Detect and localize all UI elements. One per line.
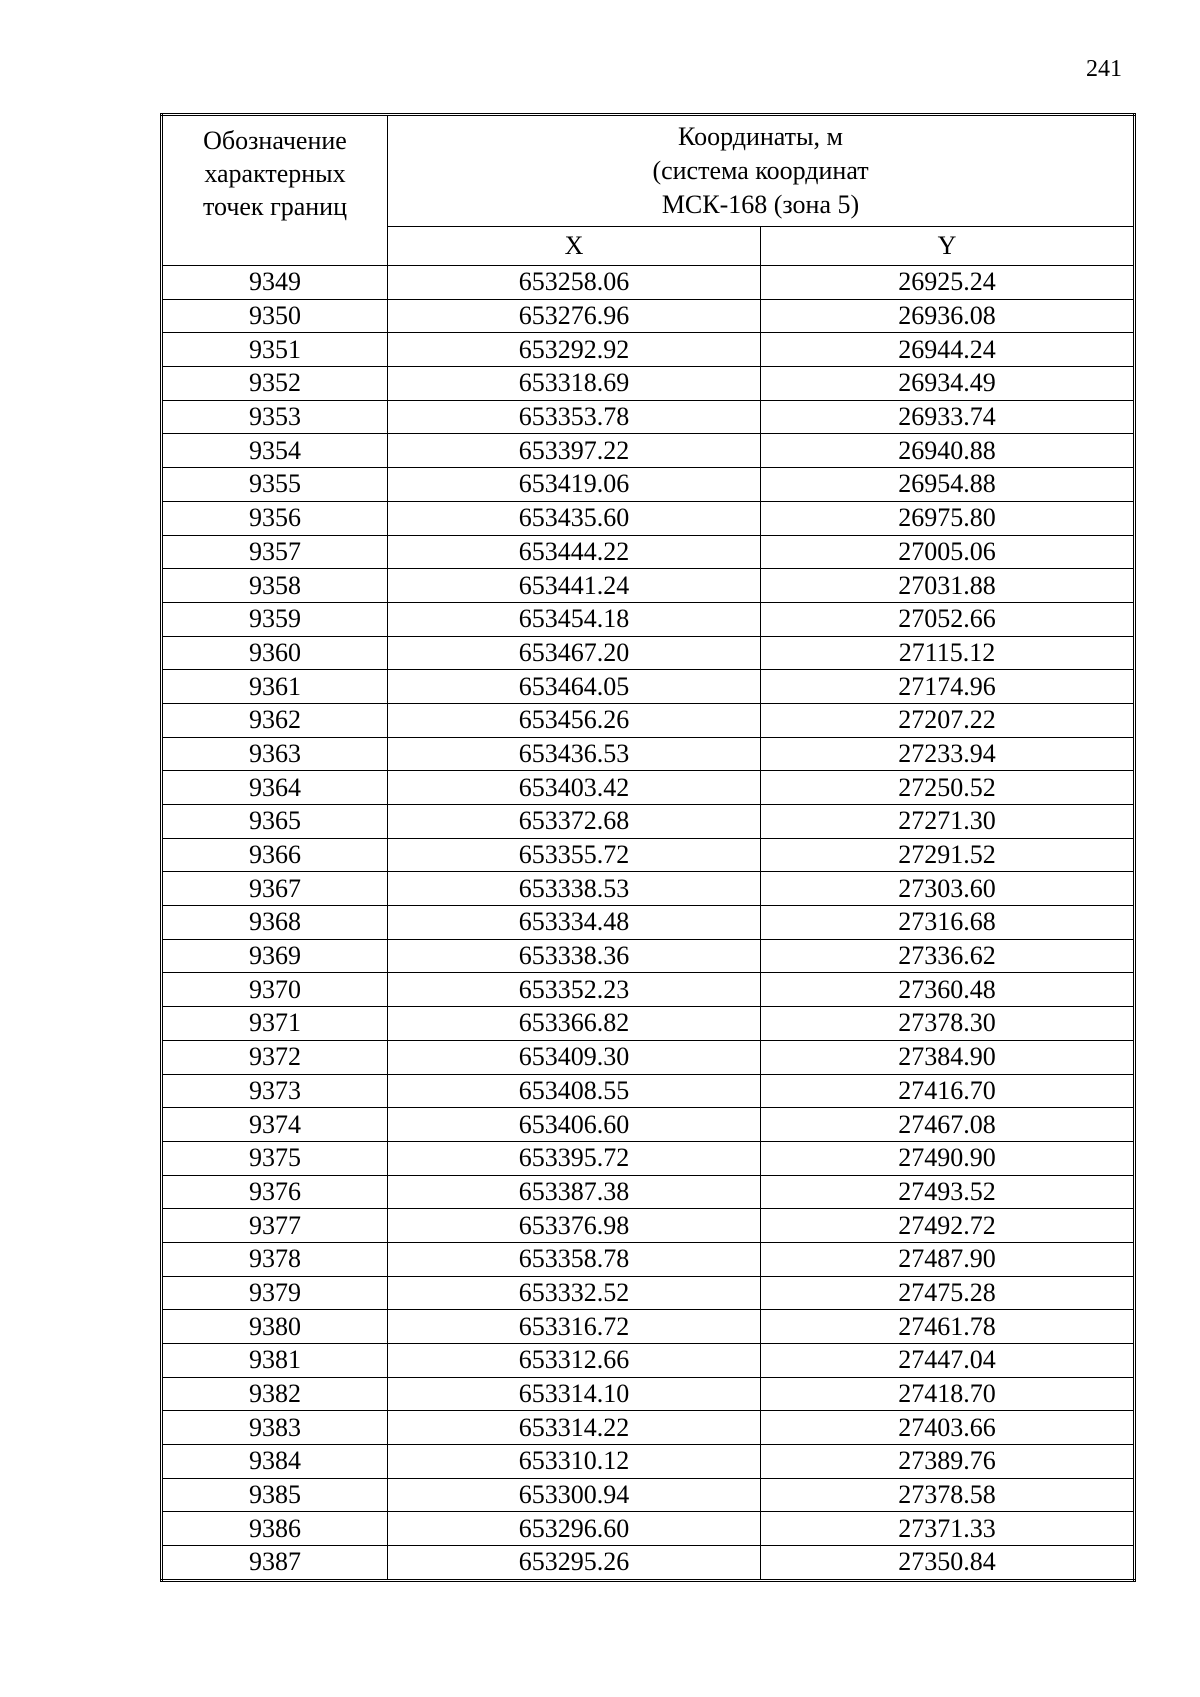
point-cell: 9387 xyxy=(162,1546,388,1581)
x-coordinate-cell: 653406.60 xyxy=(388,1108,761,1142)
table-body xyxy=(162,266,1135,1581)
point-header-line: Обозначение xyxy=(203,126,347,155)
x-coordinate-cell: 653310.12 xyxy=(388,1445,761,1479)
y-coordinate-cell: 27467.08 xyxy=(761,1108,1135,1142)
y-coordinate-cell: 27447.04 xyxy=(761,1344,1135,1378)
table-row xyxy=(162,805,1135,839)
point-cell: 9375 xyxy=(162,1141,388,1175)
point-cell: 9360 xyxy=(162,636,388,670)
x-coordinate-cell: 653258.06 xyxy=(388,266,761,300)
x-coordinate-cell: 653353.78 xyxy=(388,400,761,434)
y-coordinate-cell: 27490.90 xyxy=(761,1141,1135,1175)
point-cell: 9385 xyxy=(162,1478,388,1512)
y-coordinate-cell: 27475.28 xyxy=(761,1276,1135,1310)
table-row xyxy=(162,670,1135,704)
x-coordinate-cell: 653436.53 xyxy=(388,737,761,771)
y-coordinate-cell: 27418.70 xyxy=(761,1377,1135,1411)
x-coordinate-cell: 653292.92 xyxy=(388,333,761,367)
point-cell: 9383 xyxy=(162,1411,388,1445)
y-coordinate-cell: 27389.76 xyxy=(761,1445,1135,1479)
point-cell: 9363 xyxy=(162,737,388,771)
x-coordinate-cell: 653312.66 xyxy=(388,1344,761,1378)
y-coordinate-cell: 27493.52 xyxy=(761,1175,1135,1209)
y-coordinate-cell: 27233.94 xyxy=(761,737,1135,771)
x-coordinate-cell: 653295.26 xyxy=(388,1546,761,1581)
point-cell: 9368 xyxy=(162,906,388,940)
y-column-header: Y xyxy=(761,227,1135,266)
x-coordinate-cell: 653338.36 xyxy=(388,939,761,973)
y-coordinate-cell: 27461.78 xyxy=(761,1310,1135,1344)
x-coordinate-cell: 653314.22 xyxy=(388,1411,761,1445)
table-row xyxy=(162,1411,1135,1445)
x-coordinate-cell: 653444.22 xyxy=(388,535,761,569)
x-coordinate-cell: 653464.05 xyxy=(388,670,761,704)
x-coordinate-cell: 653332.52 xyxy=(388,1276,761,1310)
table-row xyxy=(162,501,1135,535)
point-cell: 9370 xyxy=(162,973,388,1007)
x-coordinate-cell: 653296.60 xyxy=(388,1512,761,1546)
point-cell: 9369 xyxy=(162,939,388,973)
y-coordinate-cell: 26954.88 xyxy=(761,468,1135,502)
point-cell: 9361 xyxy=(162,670,388,704)
table-row xyxy=(162,636,1135,670)
point-cell: 9384 xyxy=(162,1445,388,1479)
coordinates-header xyxy=(388,115,1135,227)
y-coordinate-cell: 27031.88 xyxy=(761,569,1135,603)
x-coordinate-cell: 653454.18 xyxy=(388,602,761,636)
y-coordinate-cell: 27005.06 xyxy=(761,535,1135,569)
x-coordinate-cell: 653397.22 xyxy=(388,434,761,468)
x-coordinate-cell: 653300.94 xyxy=(388,1478,761,1512)
x-coordinate-cell: 653366.82 xyxy=(388,1007,761,1041)
page-number: 241 xyxy=(1086,56,1122,82)
point-header-line: точек границ xyxy=(202,192,348,221)
point-cell: 9376 xyxy=(162,1175,388,1209)
y-coordinate-cell: 26925.24 xyxy=(761,266,1135,300)
table-row xyxy=(162,1344,1135,1378)
point-cell: 9355 xyxy=(162,468,388,502)
y-coordinate-cell: 27303.60 xyxy=(761,872,1135,906)
table-row xyxy=(162,1141,1135,1175)
y-coordinate-cell: 26944.24 xyxy=(761,333,1135,367)
table-row xyxy=(162,299,1135,333)
y-coordinate-cell: 26933.74 xyxy=(761,400,1135,434)
table-row xyxy=(162,1242,1135,1276)
y-coordinate-cell: 27350.84 xyxy=(761,1546,1135,1581)
y-coordinate-cell: 27360.48 xyxy=(761,973,1135,1007)
table-row xyxy=(162,1478,1135,1512)
x-coordinate-cell: 653338.53 xyxy=(388,872,761,906)
table-row xyxy=(162,872,1135,906)
y-coordinate-cell: 26936.08 xyxy=(761,299,1135,333)
point-cell: 9378 xyxy=(162,1242,388,1276)
y-coordinate-cell: 27378.30 xyxy=(761,1007,1135,1041)
table-row xyxy=(162,1310,1135,1344)
table-row xyxy=(162,973,1135,1007)
point-cell: 9351 xyxy=(162,333,388,367)
x-coordinate-cell: 653352.23 xyxy=(388,973,761,1007)
table-row xyxy=(162,1209,1135,1243)
x-coordinate-cell: 653387.38 xyxy=(388,1175,761,1209)
point-cell: 9386 xyxy=(162,1512,388,1546)
y-coordinate-cell: 27250.52 xyxy=(761,771,1135,805)
point-cell: 9356 xyxy=(162,501,388,535)
y-coordinate-cell: 27115.12 xyxy=(761,636,1135,670)
point-cell: 9364 xyxy=(162,771,388,805)
table-row xyxy=(162,1074,1135,1108)
y-coordinate-cell: 27336.62 xyxy=(761,939,1135,973)
point-cell: 9353 xyxy=(162,400,388,434)
table-row xyxy=(162,1445,1135,1479)
x-coordinate-cell: 653403.42 xyxy=(388,771,761,805)
y-coordinate-cell: 27378.58 xyxy=(761,1478,1135,1512)
x-coordinate-cell: 653408.55 xyxy=(388,1074,761,1108)
y-coordinate-cell: 26934.49 xyxy=(761,367,1135,401)
table-row xyxy=(162,1108,1135,1142)
table-row xyxy=(162,367,1135,401)
coords-header-line: МСК-168 (зона 5) xyxy=(661,190,860,219)
point-designation-header xyxy=(162,115,388,266)
y-coordinate-cell: 27316.68 xyxy=(761,906,1135,940)
table-row xyxy=(162,434,1135,468)
x-coordinate-cell: 653276.96 xyxy=(388,299,761,333)
table-row xyxy=(162,838,1135,872)
table-row xyxy=(162,266,1135,300)
x-coordinate-cell: 653441.24 xyxy=(388,569,761,603)
x-coordinate-cell: 653395.72 xyxy=(388,1141,761,1175)
x-coordinate-cell: 653318.69 xyxy=(388,367,761,401)
point-cell: 9365 xyxy=(162,805,388,839)
table-row xyxy=(162,939,1135,973)
x-coordinate-cell: 653467.20 xyxy=(388,636,761,670)
coords-header-line: (система координат xyxy=(652,156,869,185)
point-cell: 9359 xyxy=(162,602,388,636)
point-header-line: характерных xyxy=(204,159,346,188)
table-row xyxy=(162,906,1135,940)
table-row xyxy=(162,1546,1135,1581)
y-coordinate-cell: 27492.72 xyxy=(761,1209,1135,1243)
coords-header-line: Координаты, м xyxy=(678,122,843,151)
y-coordinate-cell: 27487.90 xyxy=(761,1242,1135,1276)
table-row xyxy=(162,737,1135,771)
table-row xyxy=(162,569,1135,603)
y-coordinate-cell: 27384.90 xyxy=(761,1040,1135,1074)
y-coordinate-cell: 27207.22 xyxy=(761,703,1135,737)
x-coordinate-cell: 653409.30 xyxy=(388,1040,761,1074)
point-cell: 9372 xyxy=(162,1040,388,1074)
point-cell: 9352 xyxy=(162,367,388,401)
y-coordinate-cell: 27052.66 xyxy=(761,602,1135,636)
table-row xyxy=(162,1512,1135,1546)
point-cell: 9382 xyxy=(162,1377,388,1411)
x-column-header: X xyxy=(388,227,761,266)
point-cell: 9357 xyxy=(162,535,388,569)
y-coordinate-cell: 27271.30 xyxy=(761,805,1135,839)
point-cell: 9380 xyxy=(162,1310,388,1344)
y-coordinate-cell: 27371.33 xyxy=(761,1512,1135,1546)
x-coordinate-cell: 653435.60 xyxy=(388,501,761,535)
y-coordinate-cell: 26975.80 xyxy=(761,501,1135,535)
point-cell: 9349 xyxy=(162,266,388,300)
y-coordinate-cell: 27291.52 xyxy=(761,838,1135,872)
table-row xyxy=(162,1377,1135,1411)
y-coordinate-cell: 27403.66 xyxy=(761,1411,1135,1445)
x-coordinate-cell: 653334.48 xyxy=(388,906,761,940)
point-cell: 9373 xyxy=(162,1074,388,1108)
x-coordinate-cell: 653355.72 xyxy=(388,838,761,872)
x-coordinate-cell: 653456.26 xyxy=(388,703,761,737)
table-row xyxy=(162,1007,1135,1041)
point-cell: 9366 xyxy=(162,838,388,872)
point-cell: 9367 xyxy=(162,872,388,906)
x-coordinate-cell: 653372.68 xyxy=(388,805,761,839)
table-row xyxy=(162,468,1135,502)
table-row xyxy=(162,400,1135,434)
x-coordinate-cell: 653314.10 xyxy=(388,1377,761,1411)
point-cell: 9374 xyxy=(162,1108,388,1142)
y-coordinate-cell: 27416.70 xyxy=(761,1074,1135,1108)
table-row xyxy=(162,1040,1135,1074)
table-row xyxy=(162,1175,1135,1209)
y-coordinate-cell: 26940.88 xyxy=(761,434,1135,468)
point-cell: 9362 xyxy=(162,703,388,737)
table-row xyxy=(162,771,1135,805)
point-cell: 9377 xyxy=(162,1209,388,1243)
table-header-row xyxy=(162,115,1135,227)
point-cell: 9354 xyxy=(162,434,388,468)
point-cell: 9379 xyxy=(162,1276,388,1310)
table-row xyxy=(162,1276,1135,1310)
table-row xyxy=(162,703,1135,737)
table-row xyxy=(162,333,1135,367)
table-row xyxy=(162,535,1135,569)
point-cell: 9358 xyxy=(162,569,388,603)
x-coordinate-cell: 653358.78 xyxy=(388,1242,761,1276)
coordinates-table xyxy=(160,113,1136,1582)
x-coordinate-cell: 653376.98 xyxy=(388,1209,761,1243)
point-cell: 9381 xyxy=(162,1344,388,1378)
table-row xyxy=(162,602,1135,636)
x-coordinate-cell: 653419.06 xyxy=(388,468,761,502)
point-cell: 9350 xyxy=(162,299,388,333)
point-cell: 9371 xyxy=(162,1007,388,1041)
y-coordinate-cell: 27174.96 xyxy=(761,670,1135,704)
x-coordinate-cell: 653316.72 xyxy=(388,1310,761,1344)
